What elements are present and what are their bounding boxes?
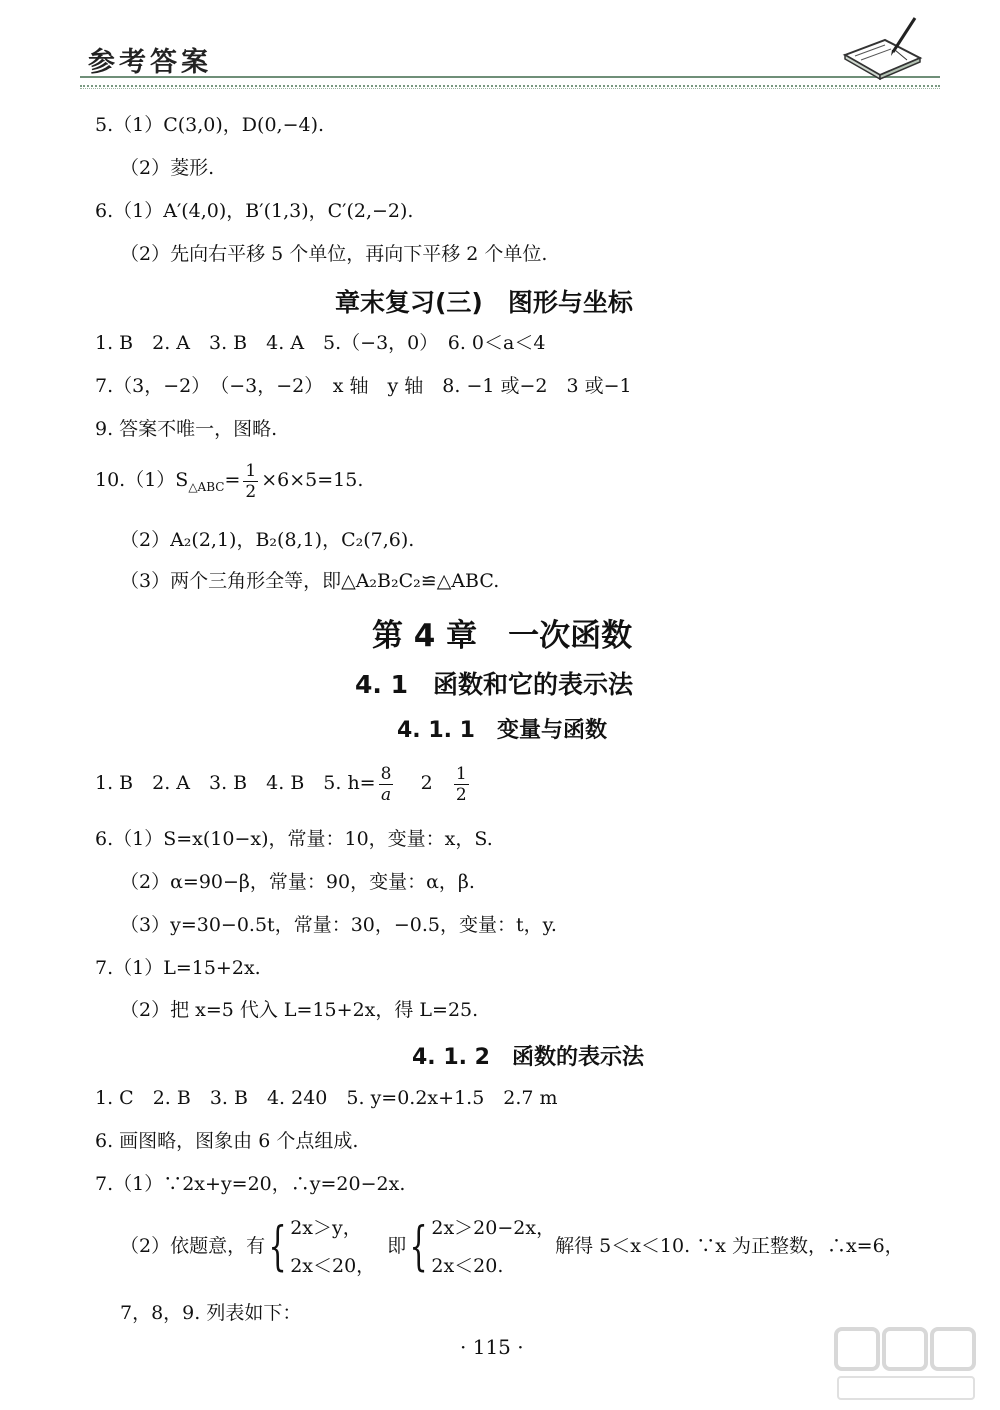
review-row-7: 7.（3，−2） （−3，−2） x 轴 y 轴 8. −1 或−2 3 或−1	[95, 375, 632, 397]
q-row-6-part3: （3）y=30−0.5t，常量：30，−0.5，变量：t，y.	[120, 914, 557, 936]
q-row-7-part2: （2）把 x=5 代入 L=15+2x，得 L=25.	[120, 999, 479, 1021]
p-row-6: 6. 画图略，图象由 6 个点组成.	[95, 1130, 359, 1152]
chapter-heading: 第 4 章 一次函数	[372, 618, 633, 654]
answer-6-part2: （2）先向右平移 5 个单位，再向下平移 2 个单位.	[120, 243, 548, 265]
review-row-10-part2: （2）A₂(2,1)，B₂(8,1)，C₂(7,6).	[120, 529, 415, 551]
review-row-10-part3: （3）两个三角形全等，即△A₂B₂C₂≌△ABC.	[120, 570, 500, 592]
q-row-1	[95, 760, 472, 806]
r10-rest: ×6×5=15.	[261, 469, 364, 491]
q-row-7-part1: 7.（1）L=15+2x.	[95, 957, 261, 979]
answer-5-part1: 5.（1）C(3,0)，D(0,−4).	[95, 114, 325, 136]
review-row-1: 1. B 2. A 3. B 4. A 5.（−3，0） 6. 0＜a＜4	[95, 332, 546, 354]
p-row-1: 1. C 2. B 3. B 4. 240 5. y=0.2x+1.5 2.7 m	[95, 1087, 558, 1109]
q1-fraction-1-denominator: a	[380, 784, 392, 805]
answer-6-part1: 6.（1）A′(4,0)，B′(1,3)，C′(2,−2).	[95, 200, 414, 222]
system-1-line-2: 2x＜20，	[290, 1255, 376, 1277]
p-row-7-part1: 7.（1）∵2x+y=20，∴y=20−2x.	[95, 1173, 406, 1195]
review-row-9: 9. 答案不唯一，图略.	[95, 418, 278, 440]
system-2-line-1: 2x＞20−2x，	[431, 1217, 556, 1239]
answer-5-part2: （2）菱形.	[120, 157, 215, 179]
header-title: 参考答案	[88, 47, 212, 78]
page-number: · 115 ·	[460, 1335, 524, 1359]
p7b-rest: 解得 5＜x＜10. ∵x 为正整数，∴x=6，	[555, 1235, 904, 1257]
system-1-line-1: 2x＞y，	[290, 1217, 362, 1239]
p7b-middle: 即	[387, 1235, 407, 1257]
p-row-7-part2	[120, 1208, 904, 1285]
q1-fraction-2-numerator: 1	[455, 763, 467, 784]
p7b-prefix: （2）依题意，有	[120, 1235, 266, 1257]
r10-fraction-denominator: 2	[245, 481, 257, 502]
section-heading-4-1-1: 4. 1. 1 变量与函数	[397, 718, 607, 743]
q1-fraction-1-numerator: 8	[380, 763, 392, 784]
watermark-logo-icon	[830, 1325, 980, 1405]
p-row-7-part3: 7，8，9. 列表如下：	[120, 1302, 302, 1324]
r10-fraction-numerator: 1	[245, 460, 257, 481]
review-row-10	[95, 458, 363, 509]
header-rule-dotted	[80, 88, 940, 89]
r10-prefix: 10.（1）S	[95, 469, 189, 491]
q-row-6-part1: 6.（1）S=x(10−x)，常量：10，变量：x，S.	[95, 828, 493, 850]
q1-fraction-1	[379, 764, 394, 805]
r10-equals: =	[224, 469, 241, 491]
q1-fraction-2	[454, 764, 469, 805]
system-1	[290, 1209, 375, 1285]
r10-fraction	[243, 461, 258, 502]
header-rule	[80, 76, 940, 87]
q1-prefix: 1. B 2. A 3. B 4. B 5. h=	[95, 772, 376, 794]
system-2	[431, 1209, 555, 1285]
book-pen-logo-icon	[835, 10, 925, 80]
q1-fraction-2-denominator: 2	[455, 784, 467, 805]
q1-middle: 2	[420, 772, 433, 794]
system-brace-1: {	[268, 1217, 287, 1277]
system-2-line-2: 2x＜20.	[431, 1255, 504, 1277]
r10-subscript: △ABC	[188, 479, 225, 494]
q-row-6-part2: （2）α=90−β，常量：90，变量：α，β.	[120, 871, 475, 893]
section-heading-review-3: 章末复习(三) 图形与坐标	[335, 288, 633, 317]
system-brace-2: {	[409, 1217, 428, 1277]
section-heading-4-1: 4. 1 函数和它的表示法	[355, 670, 633, 699]
section-heading-4-1-2: 4. 1. 2 函数的表示法	[412, 1045, 644, 1070]
